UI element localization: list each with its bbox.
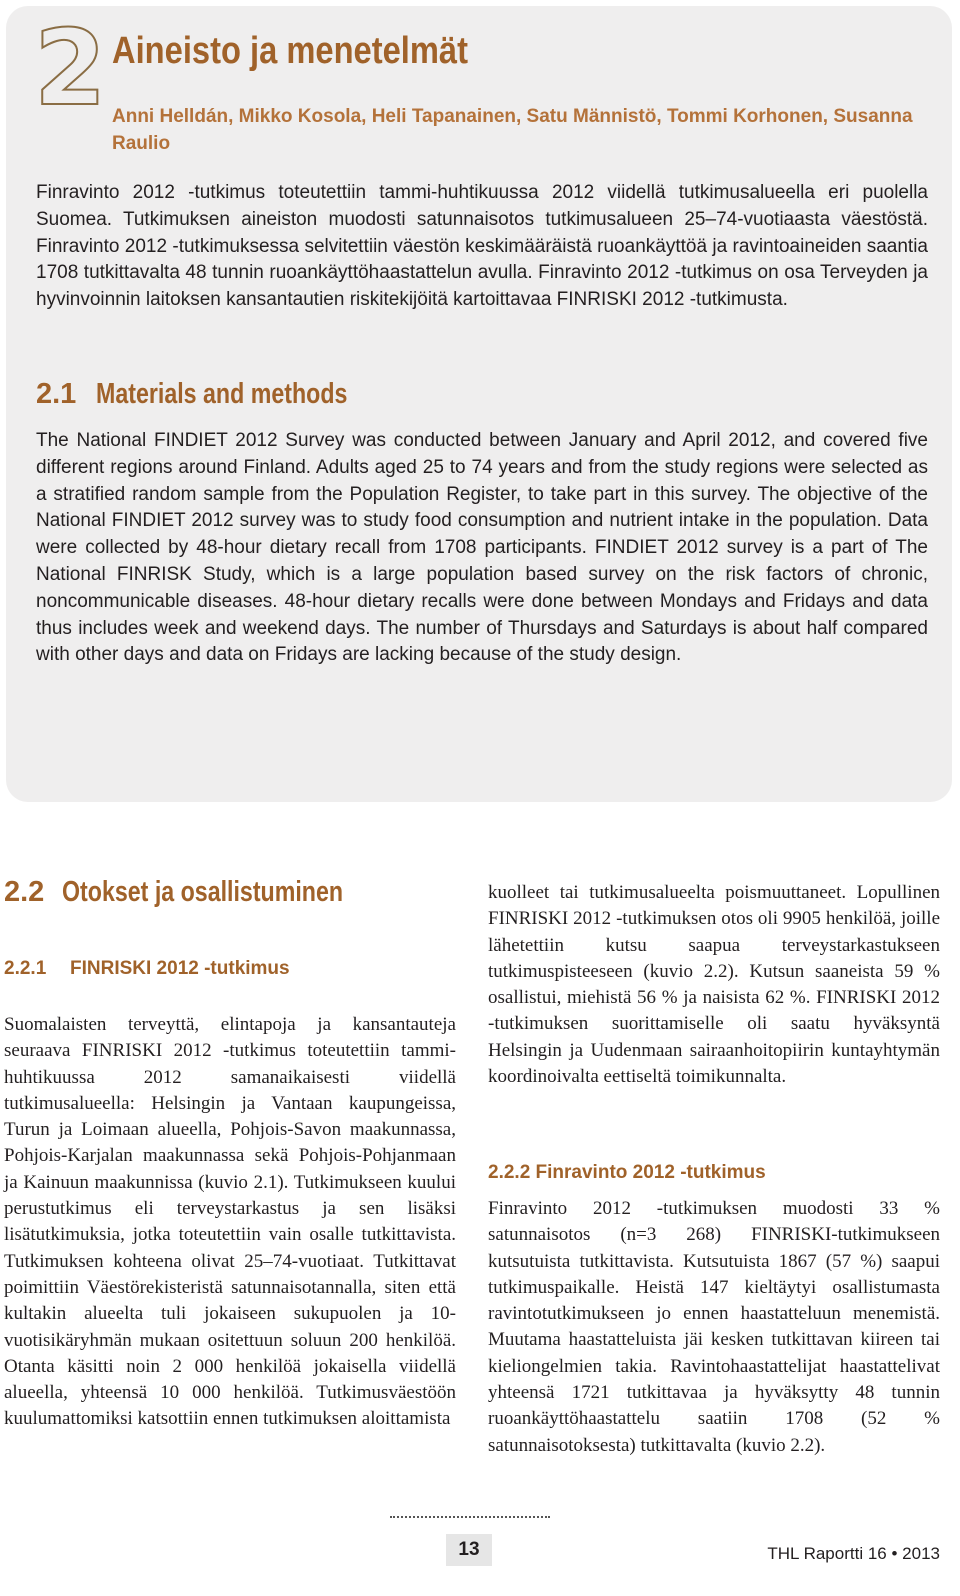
- footer-publication: [767, 1544, 940, 1564]
- finriski-paragraph-right: kuolleet tai tutkimusalueelta poismuuttaneet. Lopullinen FINRISKI 2012 -tutkimuksen otos oli 9905 henkilöä, joille lähetettiin kutsu saapua terveystarkastukseen tutkimuspisteeseen (kuvio 2.2). Kutsun saaneista 59 % osallistui, miehistä 56 % ja naisista 62 %. FINRISKI 2012 -tutkimuksen suorittamiselle oli saatu hyväksyntä Helsingin ja Uudenmaan sairaanhoitopiirin kuntayhtymän koordinoivalta eettiseltä toimikunnalta.: [488, 882, 940, 1088]
- section-heading-2-1: [36, 378, 410, 411]
- subsection-number: 2.2.1: [4, 958, 47, 979]
- chapter-number: 2: [34, 7, 103, 129]
- section-heading-2-2: [4, 876, 413, 909]
- footer-bullet: •: [891, 1544, 898, 1563]
- page-number: 13: [446, 1534, 492, 1566]
- subsection-heading-2-2-1: [4, 958, 290, 980]
- subsection-title: FINRISKI 2012 -tutkimus: [70, 958, 290, 979]
- section-number: 2.1: [36, 378, 77, 410]
- footer-series: Raportti 16: [803, 1544, 887, 1563]
- finravinto-paragraph: Finravinto 2012 -tutkimuksen muodosti 33 % satunnaisotos (n=3 268) FINRISKI-tutkimukseen kutsutuista tutkittavista. Kutsutuista 1867 (57 %) saapui tutkimuspaikalle. Heistä 147 kieltäytyi osallistumasta ravintotutkimukseen jo ennen haastatteluun menemistä. Muutama haastatteluista jäi kesken tutkittavan kiireen tai kieliongelmien takia. Ravintohaastattelijat haastattelivat yhteensä 1721 tutkittavaa ja hyväksytty 48 tunnin ruoankäyttöhaastattelu saatiin 1708 (52 % satunnaisotoksesta) tutkittavalta (kuvio 2.2).: [488, 1198, 940, 1456]
- footer-year: 2013: [902, 1544, 940, 1563]
- footer-publisher: THL: [767, 1544, 799, 1563]
- finriski-paragraph-left: Suomalaisten terveyttä, elintapoja ja kansantauteja seuraava FINRISKI 2012 -tutkimus toteutettiin tammi-huhtikuussa 2012 samanaikaisesti viidellä tutkimusalueella: Helsingin ja Vantaan kaupungeissa, Turun ja Loimaan alueella, Pohjois-Savon maakunnassa, Pohjois-Karjalan maakunnassa sekä Pohjois-Pohjanmaan ja Kainuun maakunnissa (kuvio 2.1). Tutkimukseen kuului perustutkimus eli terveystarkastus ja sen lisäksi lisätutkimuksia, jotka toteutettiin vain osalle tutkittavista. Tutkimuksen kohteena olivat 25–74-vuotiaat. Tutkittavat poimittiin Väestörekisteristä satunnaisotannalla, siten että kultakin alueelta tuli jokaiseen sukupuolen ja 10-vuotisikäryhmän mukaan ositettuun soluun 200 henkilöä. Otanta käsitti noin 2 000 henkilöä jokaisella viidellä alueella, yhteensä 10 000 henkilöä. Tutkimusväestöön kuulumattomiksi katsottiin ennen tutkimuksen aloittamista: [4, 1014, 456, 1430]
- subsection-heading-2-2-2: 2.2.2 Finravinto 2012 -tutkimus: [488, 1162, 766, 1183]
- footer-divider: [390, 1516, 550, 1518]
- intro-paragraph-fi: Finravinto 2012 -tutkimus toteutettiin tammi-huhtikuussa 2012 viidellä tutkimusalueella eri puolella Suomea. Tutkimuksen aineiston muodosti satunnaisotos tutkimusalueen 25–74-vuotiaasta väestöstä. Finravinto 2012 -tutkimuksessa selvitettiin väestön keskimääräistä ruoankäyttöä ja ravintoaineiden saantia 1708 tutkittavalta 48 tunnin ruoankäyttöhaastattelun avulla. Finravinto 2012 -tutkimus on osa Terveyden ja hyvinvoinnin laitoksen kansantautien riskitekijöitä kartoittavaa FINRISKI 2012 -tutkimusta.: [36, 182, 928, 311]
- materials-methods-paragraph: The National FINDIET 2012 Survey was conducted between January and April 2012, and covered five different regions around Finland. Adults aged 25 to 74 years and from the study regions were selected as a stratified random sample from the Population Register, to take part in this survey. The objective of the National FINDIET 2012 survey was to study food consumption and nutrient intake in the population. Data were collected by 48-hour dietary recall from 1708 participants. FINDIET 2012 survey is a part of The National FINRISK Study, which is a large population based survey on the risk factors of chronic, noncommunicable diseases. 48-hour dietary recalls were done between Mondays and Fridays and data thus includes week and weekend days. The number of Thursdays and Saturdays is about half compared with other days and data on Fridays are lacking because of the study design.: [36, 430, 928, 666]
- section-title: Materials and methods: [96, 378, 348, 410]
- chapter-authors: Anni Helldán, Mikko Kosola, Heli Tapanainen, Satu Männistö, Tommi Korhonen, Susanna Raulio: [112, 106, 913, 154]
- section-title: Otokset ja osallistuminen: [62, 876, 344, 908]
- chapter-title: Aineisto ja menetelmät: [112, 30, 468, 72]
- section-number: 2.2: [4, 876, 45, 908]
